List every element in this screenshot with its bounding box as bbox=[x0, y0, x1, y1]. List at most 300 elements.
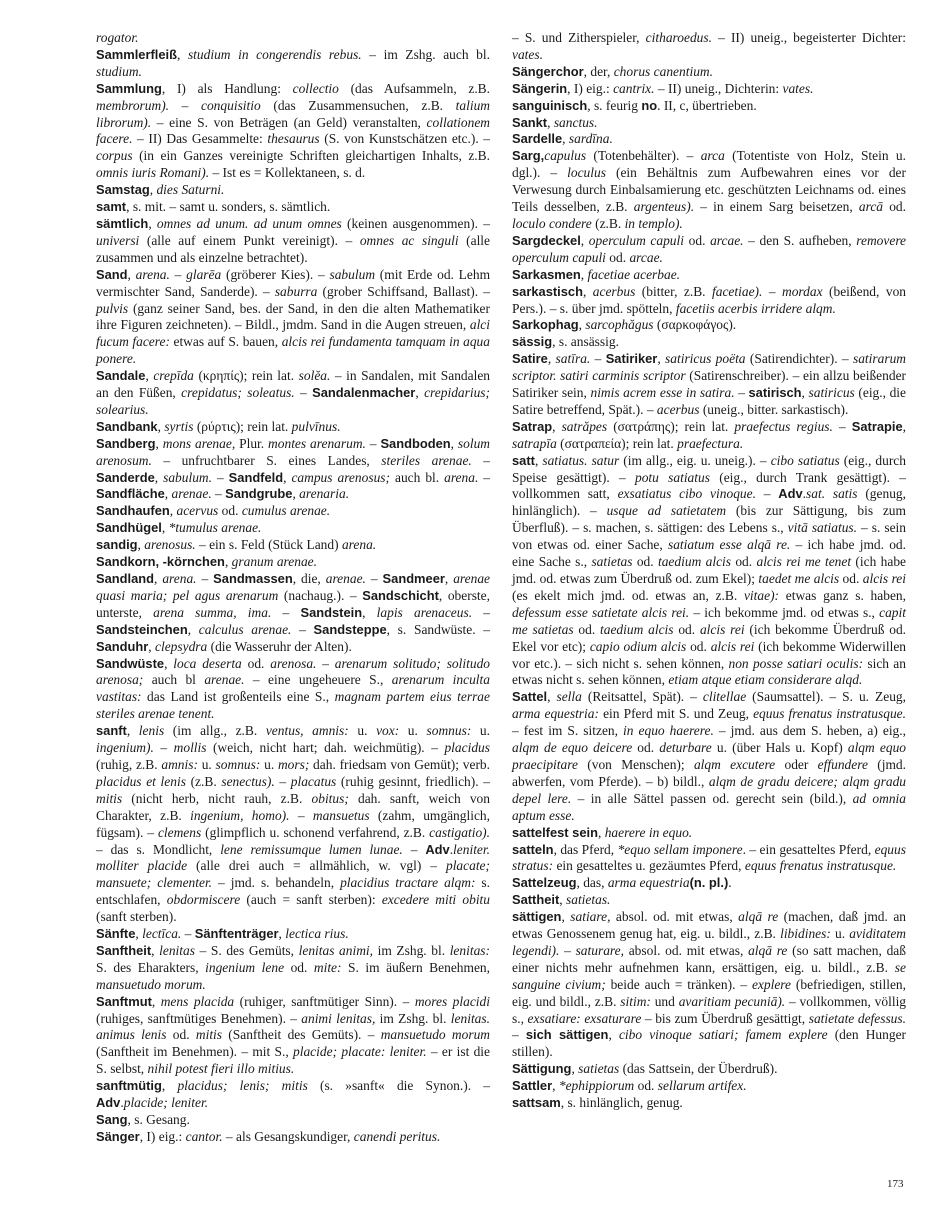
entry-headword: Sandbank bbox=[96, 418, 158, 434]
entry-headword: Satrapie bbox=[851, 418, 903, 434]
entry-text: – bbox=[472, 604, 491, 620]
entry-text: – II) uneig., begeisterter Dichter: bbox=[711, 30, 906, 45]
entry-headword: Sänger bbox=[96, 1128, 140, 1144]
latin-term: arenae quasi maria; pel agus arenarum bbox=[96, 571, 491, 603]
dictionary-entry bbox=[96, 47, 490, 81]
latin-term: non posse satiari oculis: bbox=[728, 655, 864, 671]
dictionary-entry bbox=[512, 909, 906, 1061]
entry-text: – bbox=[478, 469, 491, 485]
dictionary-page bbox=[96, 30, 906, 1180]
entry-headword: Sandstein bbox=[300, 604, 363, 620]
entry-headword: Sandkorn, -körnchen bbox=[96, 554, 225, 570]
entry-text: (das Sattsein, der Überdruß). bbox=[619, 1061, 778, 1077]
entry-text: (Sanftheit im Benehmen). – mit S., bbox=[96, 1044, 294, 1060]
latin-term: sanctus. bbox=[553, 114, 598, 130]
latin-term: *equo sellam imponere bbox=[617, 841, 743, 857]
latin-term: satiricus poëta bbox=[665, 351, 746, 367]
latin-term: sitim: bbox=[620, 993, 651, 1009]
latin-term: taedium alcis bbox=[600, 621, 674, 637]
entry-text: , bbox=[559, 892, 566, 908]
entry-text: (die Wasseruhr der Alten). bbox=[207, 638, 352, 654]
dictionary-entry bbox=[96, 1078, 490, 1112]
latin-term: clitellae bbox=[702, 689, 747, 705]
entry-text: – er ist die S. selbst, bbox=[96, 1044, 490, 1077]
entry-text: . bbox=[120, 1095, 124, 1111]
latin-term: vitae): bbox=[743, 587, 780, 603]
entry-text: etwas ganz s. haben, bbox=[779, 587, 906, 603]
latin-term: lenitas. animus lenis bbox=[96, 1010, 490, 1043]
latin-term: membrorum). – conquisitio bbox=[96, 97, 261, 113]
entry-text: od. bbox=[684, 232, 711, 248]
entry-headword: Sandland bbox=[96, 571, 155, 586]
dictionary-entry bbox=[96, 199, 490, 216]
entry-text: , bbox=[552, 418, 562, 434]
dictionary-entry bbox=[512, 875, 906, 892]
entry-headword: Sarkasmen bbox=[512, 266, 581, 282]
entry-headword: sich sättigen bbox=[525, 1027, 609, 1043]
latin-term: castigatio). bbox=[429, 824, 490, 840]
dictionary-entry bbox=[512, 30, 906, 64]
latin-term: equus frenatus instratusque. bbox=[744, 858, 897, 874]
entry-headword: sässig bbox=[512, 334, 553, 350]
entry-text: , bbox=[571, 1061, 579, 1077]
entry-headword: sämtlich bbox=[96, 215, 149, 231]
dictionary-entry bbox=[96, 554, 490, 571]
entry-text: , bbox=[580, 232, 589, 248]
entry-headword: Adv bbox=[96, 1095, 121, 1111]
latin-term: alqm equo praecipitare bbox=[512, 740, 907, 772]
entry-text: (keinen ausgenommen). – bbox=[341, 215, 490, 231]
entry-headword: sanguinisch bbox=[512, 97, 588, 113]
latin-term: mitis bbox=[96, 790, 123, 806]
latin-term: operculum capuli bbox=[588, 232, 684, 248]
entry-text: , I) als Handlung: bbox=[161, 80, 293, 96]
entry-text: , bbox=[127, 266, 136, 282]
latin-term: lene remissumque lumen lunae. bbox=[220, 841, 403, 857]
entry-text: u. bbox=[197, 756, 216, 772]
entry-text: – Ist es = Kollektaneen, s. d. bbox=[209, 165, 366, 181]
entry-text: (ruhiger, sanftmütiger Sinn). – bbox=[234, 993, 415, 1009]
entry-text: (auch = sanft sterben): bbox=[240, 892, 382, 908]
latin-term: alqā re bbox=[748, 942, 788, 958]
entry-text: (von Menschen); bbox=[577, 756, 694, 772]
latin-term: acervus bbox=[176, 503, 219, 519]
entry-text: , bbox=[161, 520, 169, 536]
dictionary-entry bbox=[96, 81, 490, 182]
entry-headword: Sandhaufen bbox=[96, 503, 170, 519]
entry-text: – II) Das Gesammelte: bbox=[132, 131, 268, 147]
entry-headword: Sättigung bbox=[512, 1061, 572, 1077]
dictionary-entry bbox=[96, 994, 490, 1079]
entry-headword: Sandmassen bbox=[213, 571, 293, 586]
entry-text: u. bbox=[348, 723, 377, 739]
entry-text: (den Hunger stillen). bbox=[512, 1027, 907, 1060]
entry-headword: sättigen bbox=[512, 909, 562, 925]
dictionary-entry bbox=[96, 368, 490, 419]
entry-text: – jmd. aus dem S. heben, a) eig., bbox=[713, 723, 906, 739]
entry-text: (so satt machen, daß einer nichts mehr aufnehmen kann, ersättigen, eig. u. bildl., z.B. bbox=[512, 942, 906, 975]
dictionary-entry bbox=[512, 1078, 906, 1095]
latin-term: pulvis bbox=[96, 300, 129, 316]
entry-text: – bbox=[271, 604, 301, 620]
entry-text: (eig., durch Trank gesättigt). – vollkommen satt, bbox=[512, 469, 906, 502]
latin-term: placide; leniter. bbox=[123, 1095, 209, 1111]
entry-headword: Sandalenmacher bbox=[312, 385, 416, 401]
entry-text: – ich bekomme jmd. od etwas s., bbox=[689, 604, 880, 620]
entry-text: , bbox=[561, 909, 571, 925]
latin-term: talium librorum). bbox=[96, 97, 491, 130]
latin-term: loculus bbox=[567, 165, 606, 181]
entry-text: od. bbox=[673, 621, 700, 637]
latin-term: taedet me alcis bbox=[758, 571, 840, 586]
latin-term: collectio bbox=[292, 80, 339, 96]
entry-text: (Satirendichter). – bbox=[745, 351, 853, 367]
latin-term: obdormiscere bbox=[166, 892, 241, 908]
entry-headword: Sammlung bbox=[96, 80, 162, 96]
entry-text: , bbox=[582, 283, 593, 299]
entry-text: – bbox=[365, 435, 381, 451]
latin-term: leniter. molliter placide bbox=[96, 841, 490, 874]
entry-text: – II) uneig., Dichterin: bbox=[654, 80, 783, 96]
entry-text: , bbox=[547, 351, 556, 367]
entry-text: beide auch = tränken). – bbox=[605, 976, 752, 992]
entry-text: – bbox=[212, 469, 229, 485]
entry-headword: Satire bbox=[512, 351, 548, 367]
latin-term: exsatiare: exsaturare bbox=[527, 1010, 642, 1026]
entry-text: – bbox=[211, 486, 226, 502]
latin-term: clepsydra bbox=[155, 638, 208, 654]
entry-text: (im allg., z.B. bbox=[164, 723, 266, 739]
latin-term: potu satiatus bbox=[634, 469, 710, 485]
entry-text: (ruhig gesinnt, friedlich). – bbox=[336, 773, 490, 789]
latin-term: collationem facere. bbox=[96, 114, 490, 147]
entry-text: . bbox=[728, 875, 732, 891]
entry-text: auch bl. bbox=[390, 469, 445, 485]
entry-text: (zahm, umgänglich, fügsam). – bbox=[96, 807, 490, 840]
latin-term: alcis rei me tenet bbox=[756, 554, 852, 570]
latin-term: placide; placate: leniter. bbox=[293, 1044, 427, 1060]
latin-term: lenitas bbox=[159, 942, 195, 958]
entry-headword: Sankt bbox=[512, 114, 548, 130]
latin-term: in equo haerere. bbox=[623, 723, 714, 739]
entry-text: – bbox=[512, 1027, 526, 1043]
latin-term: vox: bbox=[376, 723, 400, 739]
entry-text: (alle auf einem Punkt vereinigt). – bbox=[139, 232, 360, 248]
entry-text: S. des Eharakters, bbox=[96, 959, 206, 975]
latin-term: montes arenarum. bbox=[268, 435, 366, 451]
latin-term: cantrix. bbox=[613, 80, 655, 96]
latin-term: aviditatem legendi). – saturare, bbox=[512, 926, 907, 958]
latin-term: solĕa. bbox=[298, 368, 331, 384]
entry-text: (nachaug.). – bbox=[278, 587, 363, 603]
entry-text: – bbox=[196, 571, 214, 586]
entry-text: (ruhig, z.B. bbox=[96, 756, 162, 772]
latin-term: acerbus bbox=[656, 401, 700, 417]
latin-term: arma equestria bbox=[607, 875, 690, 891]
latin-term: clemens bbox=[157, 824, 202, 840]
latin-term: granum arenae. bbox=[231, 554, 317, 570]
latin-term: saburra bbox=[274, 283, 318, 299]
latin-term: capit me satietas bbox=[512, 604, 906, 637]
latin-term: nimis acrem esse in satira. bbox=[590, 385, 735, 401]
entry-text: (ρύρτις); rein lat. bbox=[193, 418, 292, 434]
entry-text: (eig., durch Speise gesättigt). – bbox=[512, 452, 906, 485]
entry-text: – in einem Sarg beisetzen, bbox=[694, 199, 859, 215]
latin-term: capio odium alcis bbox=[589, 638, 687, 654]
entry-text: das Land ist großenteils eine S., bbox=[141, 689, 335, 705]
entry-text: (genug, hinlänglich). – bbox=[512, 486, 906, 519]
entry-headword: Sandfläche bbox=[96, 486, 165, 502]
latin-term: argenteus). bbox=[633, 199, 695, 215]
entry-text: – den S. aufheben, bbox=[743, 232, 857, 248]
latin-term: citharoedus. bbox=[645, 30, 712, 45]
latin-term: taedium alcis bbox=[657, 554, 731, 570]
dictionary-entry bbox=[512, 267, 906, 284]
dictionary-entry bbox=[96, 943, 490, 994]
entry-text: – eine ungeheuere S., bbox=[244, 672, 392, 688]
entry-text: , bbox=[149, 182, 157, 198]
entry-headword: Sardelle bbox=[512, 131, 563, 147]
latin-term: satiatus. satur bbox=[542, 452, 620, 468]
entry-text: (σατραπεία); rein lat. bbox=[556, 435, 678, 451]
entry-text: , bbox=[154, 469, 164, 485]
entry-text: , bbox=[126, 723, 139, 739]
latin-term: vates. bbox=[782, 80, 814, 96]
latin-term: equus frenatus instratusque. bbox=[753, 706, 907, 722]
entry-headword: sanftmütig bbox=[96, 1078, 162, 1094]
latin-term: mansuetudo morum. bbox=[96, 976, 206, 992]
entry-text: (s. »sanft« die Synon.). – bbox=[307, 1078, 490, 1094]
entry-text: . II, c, übertrieben. bbox=[657, 97, 757, 113]
entry-headword: Satiriker bbox=[605, 351, 658, 367]
latin-term: facetiae acerbae. bbox=[587, 266, 681, 282]
latin-term: alcis rei fundamenta tamquam in aqua ponere. bbox=[96, 334, 490, 367]
entry-text: . – ein gesatteltes Pferd, bbox=[742, 841, 875, 857]
entry-text: , bbox=[151, 942, 160, 958]
latin-term: senectus). – placatus bbox=[221, 773, 337, 789]
entry-text: , bbox=[362, 604, 377, 620]
latin-term: vates. bbox=[512, 46, 543, 62]
latin-term: studium. bbox=[96, 63, 142, 79]
entry-text: etwas auf S. bauen, bbox=[169, 334, 282, 350]
latin-term: solum arenosum. bbox=[96, 435, 491, 468]
entry-text: – bbox=[590, 351, 606, 367]
entry-text: u. bbox=[471, 723, 491, 739]
latin-term: crepidatus; soleatus. bbox=[181, 385, 295, 401]
entry-text: od. bbox=[632, 740, 660, 756]
latin-term: *tumulus arenae. bbox=[168, 520, 262, 536]
entry-text: (das Zusammensuchen, z.B. bbox=[260, 97, 456, 113]
entry-text: , bbox=[578, 317, 586, 333]
entry-text: , bbox=[169, 503, 177, 519]
entry-text: (ich bekomme Überdruß od. Ekel vor etc); bbox=[512, 621, 907, 654]
entry-text: – bbox=[402, 841, 426, 857]
dictionary-entry bbox=[96, 926, 490, 943]
entry-text: (es ekelt mich jmd. od. etwas an, z.B. bbox=[512, 587, 744, 603]
entry-text: (ich habe jmd. od. etwas zum Überdruß od. zum Ekel); bbox=[512, 554, 907, 586]
page-number: 173 bbox=[887, 1178, 904, 1190]
dictionary-entry bbox=[96, 1112, 490, 1129]
entry-text: , bbox=[154, 571, 163, 586]
entry-text: od. bbox=[632, 554, 658, 570]
dictionary-entry bbox=[512, 334, 906, 351]
entry-text: (sanft sterben). bbox=[96, 909, 177, 925]
latin-term: mons arenae, bbox=[162, 435, 236, 451]
entry-headword: Sänftenträger bbox=[194, 926, 279, 942]
entry-text: u. bbox=[399, 723, 427, 739]
entry-text: – bbox=[181, 926, 195, 942]
latin-term: loculo condere bbox=[512, 215, 592, 231]
latin-term: calculus arenae. bbox=[198, 621, 292, 637]
dictionary-entry bbox=[512, 131, 906, 148]
entry-headword: sarkastisch bbox=[512, 283, 583, 299]
entry-headword: Sandsteinchen bbox=[96, 621, 188, 637]
entry-text: , bbox=[176, 46, 188, 62]
entry-headword: Samstag bbox=[96, 182, 150, 198]
latin-term: praefectura. bbox=[677, 435, 744, 451]
latin-term: capulus bbox=[544, 148, 587, 164]
dictionary-entry bbox=[96, 182, 490, 199]
entry-headword: Sanderde bbox=[96, 469, 155, 485]
entry-headword: Sandberg bbox=[96, 435, 156, 451]
entry-text: (im allg., eig. u. uneig.). – bbox=[619, 452, 771, 468]
entry-text: , bbox=[415, 385, 425, 401]
entry-text: ein Pferd mit S. und Zeug, bbox=[598, 706, 754, 722]
entry-text: , bbox=[547, 114, 554, 130]
latin-term: arca bbox=[700, 148, 725, 164]
latin-term: somnus: bbox=[215, 756, 261, 772]
latin-term: mors; bbox=[277, 756, 310, 772]
entry-text: (z.B. bbox=[185, 773, 222, 789]
latin-term: nihil potest fieri illo mitius. bbox=[147, 1061, 295, 1077]
entry-text: , s. ansässig. bbox=[552, 334, 619, 350]
entry-text: , bbox=[151, 993, 161, 1009]
latin-term: vitā satiatus. bbox=[787, 520, 858, 536]
dictionary-entry bbox=[512, 81, 906, 98]
entry-text: (gröberer Kies). – bbox=[221, 266, 330, 282]
entry-text: (befriedigen, stillen, eig. und bildl., z.B. bbox=[512, 976, 906, 1009]
entry-text: – S. und Zitherspieler, bbox=[512, 30, 646, 45]
entry-text: sich an etwas nicht s. sehen können, bbox=[512, 655, 906, 688]
dictionary-entry bbox=[512, 233, 906, 267]
latin-term: satietas bbox=[591, 554, 633, 570]
latin-term: corpus bbox=[96, 148, 133, 164]
latin-term: crepidarius; solearius. bbox=[96, 385, 491, 417]
entry-text: , bbox=[444, 571, 454, 586]
latin-term: magnam partem eius terrae steriles arenae tenent. bbox=[96, 689, 490, 722]
entry-headword: no bbox=[641, 97, 658, 113]
entry-text: , bbox=[547, 689, 557, 705]
latin-term: cantor. bbox=[185, 1128, 223, 1144]
entry-text: , oberste, unterste, bbox=[96, 587, 490, 620]
entry-text: , bbox=[187, 621, 199, 637]
entry-text: – vollkommen, völlig s., bbox=[512, 993, 907, 1026]
entry-text: , bbox=[534, 452, 543, 468]
latin-term: pulvīnus. bbox=[291, 418, 341, 434]
entry-text: od. bbox=[686, 638, 711, 654]
latin-term: omnis iuris Romani). bbox=[96, 165, 210, 181]
dictionary-entry bbox=[96, 520, 490, 537]
latin-term: excedere miti obitu bbox=[381, 892, 491, 908]
dictionary-entry bbox=[96, 723, 490, 926]
latin-term: in templo). bbox=[624, 215, 683, 231]
entry-text: (beißend, von Pers.). – s. über jmd. spötteln, bbox=[512, 283, 907, 316]
latin-term: deturbare bbox=[659, 740, 712, 756]
dictionary-entry bbox=[512, 317, 906, 334]
latin-term: omnes ad unum. ad unum omnes bbox=[156, 215, 342, 231]
entry-text: (eig., die Satire betreffend, Spät.). – bbox=[512, 385, 907, 417]
latin-term: arcae. bbox=[710, 232, 744, 248]
entry-text: absol. od. mit etwas, bbox=[610, 909, 739, 925]
entry-text: (alle drei auch = allmählich, w. vgl) – bbox=[187, 858, 446, 874]
latin-term: lectica rius. bbox=[285, 926, 349, 942]
latin-term: alqm de equo deicere bbox=[512, 740, 633, 756]
entry-text: , s. mit. – samt u. sonders, s. sämtlich. bbox=[126, 199, 331, 215]
entry-headword: Sandboden bbox=[380, 435, 451, 451]
entry-text: (weich, nicht hart; dah. weichmütig). – bbox=[206, 740, 445, 756]
entry-text: , bbox=[148, 638, 155, 654]
entry-headword: Sattheit bbox=[512, 892, 560, 908]
latin-term: lectīca. bbox=[142, 926, 182, 942]
latin-term: sarcophăgus bbox=[585, 317, 654, 333]
entry-text: (ein Behältnis zum Aufbewahren eines vor der Verwesung durch Einbalsamierung etc. geschützten Leichnams od. eines Teils desselben, z.B. bbox=[512, 165, 906, 215]
entry-text: od. bbox=[218, 503, 242, 519]
dictionary-entry bbox=[512, 419, 906, 453]
latin-term: removere operculum capuli bbox=[512, 232, 907, 265]
latin-term: sardīna. bbox=[568, 131, 613, 147]
dictionary-entry bbox=[96, 267, 490, 368]
entry-headword: Sandgrube bbox=[225, 486, 293, 502]
entry-text: , bbox=[580, 266, 588, 282]
latin-term: placidius tractare alqm: bbox=[340, 875, 476, 891]
entry-text: . bbox=[449, 841, 454, 857]
latin-term: arenosa. – arenarum solitudo; solitudo arenosa; bbox=[96, 655, 491, 688]
latin-term: thesaurus bbox=[267, 131, 320, 147]
entry-text: , bbox=[161, 1078, 178, 1094]
entry-headword: Adv bbox=[778, 486, 803, 502]
entry-text: (Totenbehälter). – bbox=[586, 148, 701, 164]
latin-term: ingenium). – mollis bbox=[96, 740, 207, 756]
latin-term: satietas bbox=[578, 1061, 620, 1077]
entry-text: , bbox=[562, 131, 569, 147]
latin-term: ingenium lene bbox=[205, 959, 285, 975]
entry-text: – im Zshg. auch bl. bbox=[361, 46, 490, 62]
entry-text: u. (über Hals u. Kopf) bbox=[711, 740, 848, 756]
entry-text: ein gesatteltes u. gezäumtes Pferd, bbox=[553, 858, 745, 874]
entry-text: , bbox=[278, 926, 286, 942]
latin-term: arenarum inculta vastitas: bbox=[96, 672, 490, 705]
entry-text: auch bl bbox=[143, 672, 205, 688]
entry-headword: Sargdeckel bbox=[512, 232, 581, 248]
entry-text: , I) eig.: bbox=[139, 1128, 186, 1144]
entry-text: , der, bbox=[583, 63, 614, 79]
entry-headword: Sattler bbox=[512, 1078, 553, 1094]
entry-text: , die, bbox=[292, 571, 326, 586]
entry-headword: Sand bbox=[96, 266, 128, 282]
entry-text: – in Sandalen, mit Sandalen an den Füßen, bbox=[96, 368, 491, 401]
latin-term: satietas. bbox=[566, 892, 611, 908]
latin-term: placidus et lenis bbox=[96, 773, 186, 789]
entry-text: , bbox=[450, 435, 458, 451]
latin-term: mite: bbox=[313, 959, 342, 975]
entry-headword: Sarg, bbox=[512, 148, 545, 164]
dictionary-entry bbox=[96, 436, 490, 504]
latin-term: arcā bbox=[858, 199, 884, 215]
entry-text: – das s. Mondlicht, bbox=[96, 841, 221, 857]
latin-term: studium in congerendis rebus. bbox=[187, 46, 362, 62]
entry-headword: Sandale bbox=[96, 368, 146, 384]
entry-headword: Sanftheit bbox=[96, 942, 152, 958]
